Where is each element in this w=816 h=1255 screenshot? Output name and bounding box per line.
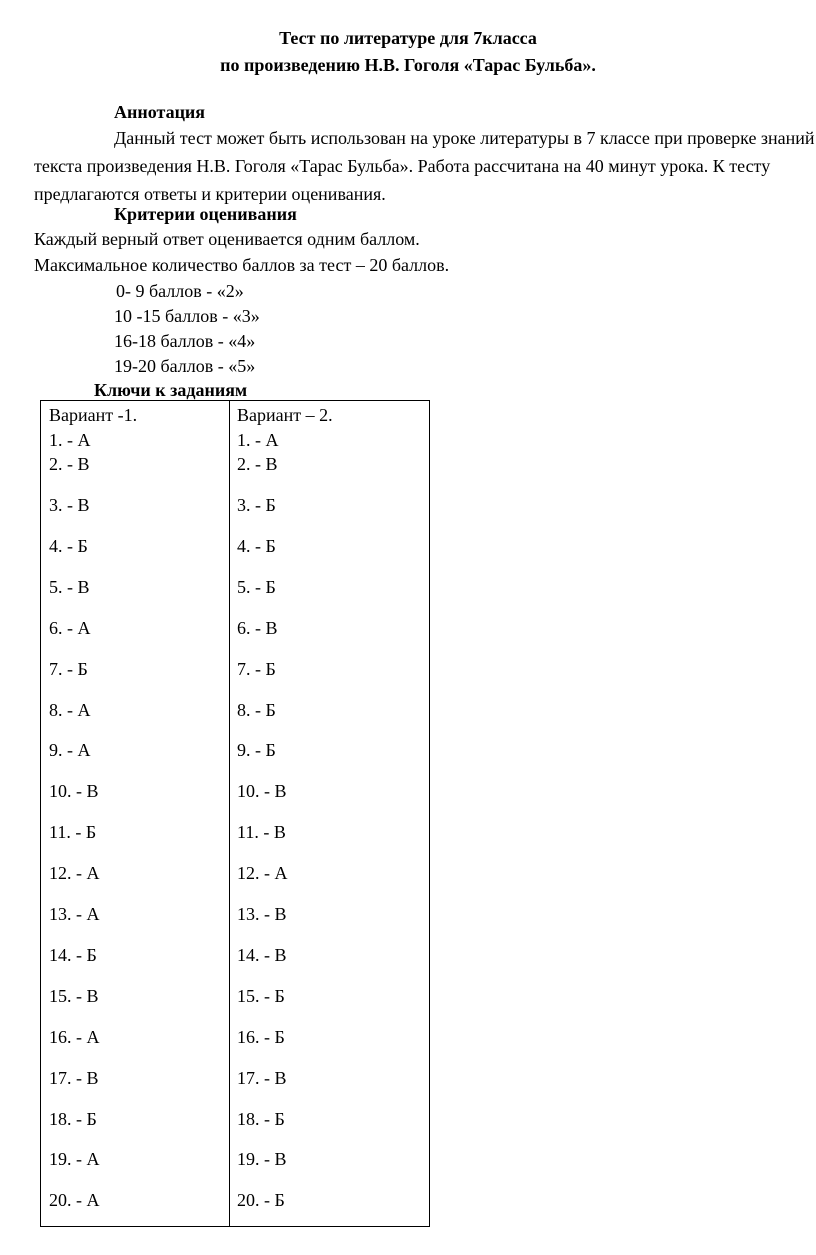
- variant-2-answer: 13. - В: [237, 904, 287, 924]
- variant-1-answer: 3. - В: [49, 495, 90, 515]
- annotation-heading: Аннотация: [114, 102, 206, 122]
- variant-1-answer: 1. - А: [49, 430, 91, 450]
- variant-1-answer: 9. - А: [49, 740, 91, 761]
- variant-1-answer: 6. - А: [49, 617, 91, 638]
- variant-2-answer: 6. - В: [237, 617, 278, 638]
- variant-1-answer: 8. - А: [49, 699, 91, 720]
- variant-2-answer: 7. - Б: [237, 658, 276, 679]
- variant-2-answer: 20. - Б: [237, 1190, 285, 1211]
- criteria-line-1: Каждый верный ответ оценивается одним баллом.: [34, 229, 420, 249]
- variant-2-answer: 9. - Б: [237, 740, 276, 761]
- variant-2-answer: 2. - В: [237, 454, 278, 474]
- variant-2-answer: 8. - Б: [237, 699, 276, 720]
- variant-2-answer: 18. - Б: [237, 1108, 285, 1129]
- variant-1-answer: 15. - В: [49, 985, 99, 1006]
- variant-2-answer: 4. - Б: [237, 535, 276, 556]
- variant-2-answer: 3. - Б: [237, 495, 276, 515]
- annotation-body: Данный тест может быть использован на уроке литературы в 7 классе при проверке знаний текста произведения Н.В. Гоголя «Тарас Бульба». Работа рассчитана на 40 минут урока. К тесту предлагаются ответы и критерии оценивания.: [34, 128, 815, 204]
- variant-2-answer: 10. - В: [237, 781, 287, 802]
- table-divider: [229, 401, 230, 1226]
- title-line-1: Тест по литературе для 7класса: [279, 28, 537, 48]
- grade-line: 16-18 баллов - «4»: [114, 331, 256, 351]
- variant-2-answer: 14. - В: [237, 944, 287, 965]
- variant-1-header: Вариант -1.: [49, 405, 138, 425]
- variant-1-answer: 12. - А: [49, 863, 100, 884]
- variant-1-answer: 5. - В: [49, 576, 90, 597]
- variant-2-answer: 19. - В: [237, 1149, 287, 1170]
- variant-1-answer: 19. - А: [49, 1149, 100, 1170]
- variant-2-answer: 17. - В: [237, 1067, 287, 1088]
- answer-key-table: [40, 400, 430, 1227]
- title-line-2: по произведению Н.В. Гоголя «Тарас Бульба».: [220, 55, 596, 75]
- variant-1-answer: 4. - Б: [49, 535, 88, 556]
- variant-1-answer: 7. - Б: [49, 658, 88, 679]
- variant-1-answer: 20. - А: [49, 1190, 100, 1211]
- variant-2-answer: 12. - А: [237, 863, 288, 884]
- variant-1-answer: 10. - В: [49, 781, 99, 802]
- annotation-text: [34, 124, 816, 208]
- variant-1-answer: 17. - В: [49, 1067, 99, 1088]
- criteria-heading: Критерии оценивания: [114, 204, 297, 224]
- grade-line: 10 -15 баллов - «3»: [114, 306, 260, 326]
- variant-1-answer: 11. - Б: [49, 822, 97, 843]
- variant-1-answer: 16. - А: [49, 1026, 100, 1047]
- grade-line: 19-20 баллов - «5»: [114, 356, 256, 376]
- criteria-line-2: Максимальное количество баллов за тест – 20 баллов.: [34, 255, 450, 275]
- variant-2-answer: 11. - В: [237, 822, 286, 843]
- variant-2-answer: 1. - А: [237, 430, 279, 450]
- variant-2-answer: 5. - Б: [237, 576, 276, 597]
- variant-1-answer: 2. - В: [49, 454, 90, 474]
- grade-line: 0- 9 баллов - «2»: [116, 281, 244, 301]
- variant-1-answer: 18. - Б: [49, 1108, 97, 1129]
- variant-2-answer: 16. - Б: [237, 1026, 285, 1047]
- variant-2-header: Вариант – 2.: [237, 405, 333, 425]
- variant-1-answer: 13. - А: [49, 904, 100, 924]
- variant-1-answer: 14. - Б: [49, 944, 97, 965]
- variant-2-answer: 15. - Б: [237, 985, 285, 1006]
- keys-heading: Ключи к заданиям: [94, 380, 248, 400]
